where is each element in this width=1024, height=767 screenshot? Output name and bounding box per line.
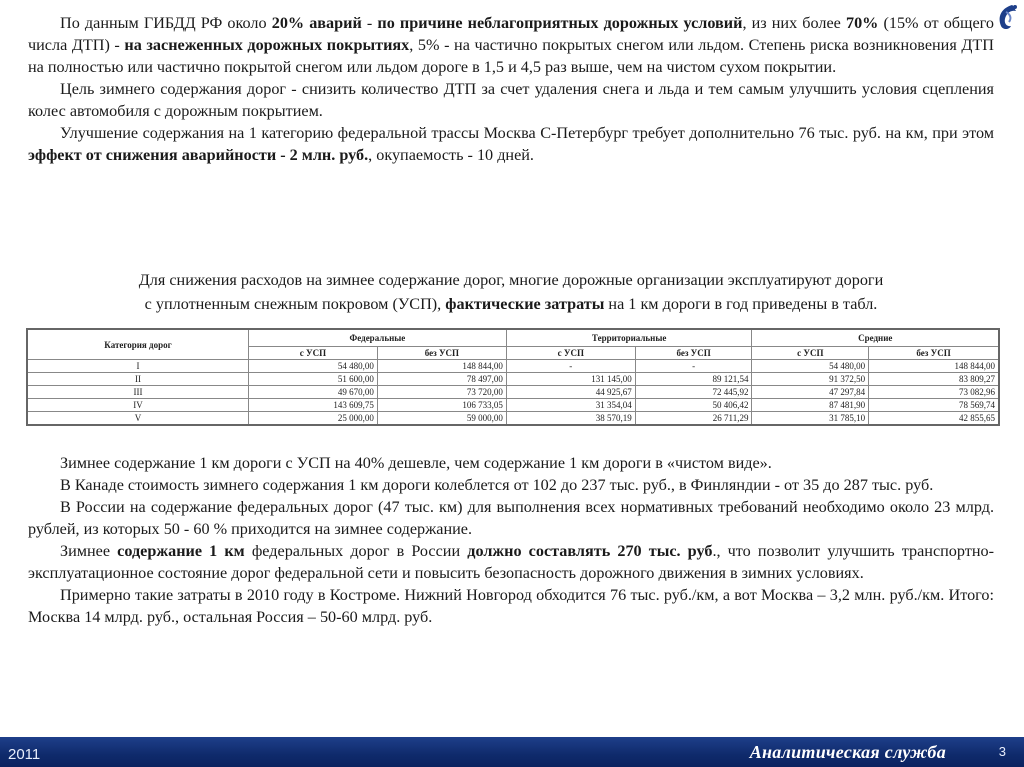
value-cell: 143 609,75 <box>249 399 378 412</box>
text-segment: федеральных дорог в России <box>244 542 468 560</box>
value-cell: 106 733,05 <box>377 399 506 412</box>
category-cell: III <box>27 386 249 399</box>
paragraph <box>28 584 994 628</box>
value-cell: 131 145,00 <box>506 373 635 386</box>
value-cell: 87 481,90 <box>752 399 869 412</box>
paragraph <box>28 474 994 496</box>
value-cell: 148 844,00 <box>377 360 506 373</box>
value-cell: 49 670,00 <box>249 386 378 399</box>
bold-text: должно составлять 270 тыс. руб <box>467 542 713 560</box>
subheader: с УСП <box>752 347 869 360</box>
text-segment: В России на содержание федеральных дорог (47 тыс. км) для выполнения всех нормативных требований необходимо около 23 млрд. рублей, из которых 50 - 60 % приходится на зимнее содержание. <box>28 498 994 538</box>
value-cell: 78 497,00 <box>377 373 506 386</box>
value-cell: 25 000,00 <box>249 412 378 426</box>
intro-line <box>28 268 994 292</box>
bold-text: эффект от снижения аварийности - 2 млн. руб. <box>28 146 369 164</box>
subheader: без УСП <box>377 347 506 360</box>
text-segment: Для снижения расходов на зимнее содержание дорог, многие дорожные организации эксплуатируют дороги <box>138 271 884 289</box>
text-segment: Цель зимнего содержания дорог - снизить количество ДТП за счет удаления снега и льда и тем самым улучшить условия сцепления колес автомобиля с дорожным покрытием. <box>28 80 994 120</box>
footer-bar <box>0 737 1024 767</box>
category-cell: II <box>27 373 249 386</box>
paragraph <box>28 12 994 78</box>
value-cell: 89 121,54 <box>635 373 752 386</box>
value-cell: 54 480,00 <box>752 360 869 373</box>
table-row <box>27 399 999 412</box>
subheader: без УСП <box>635 347 752 360</box>
text-segment: (15% от общего числа ДТП) - <box>28 14 995 54</box>
value-cell: 78 569,74 <box>869 399 999 412</box>
text-segment: ., что позволит улучшить транспортно-эксплуатационное состояние дорог федеральной сети и повысить безопасность дорожного движения в зимних условиях. <box>28 542 994 582</box>
header-group: Территориальные <box>506 329 752 347</box>
text-segment: Улучшение содержания на 1 категорию федеральной трассы Москва С-Петербург требует дополнительно 76 тыс. руб. на км, при этом <box>60 124 994 142</box>
value-cell: 72 445,92 <box>635 386 752 399</box>
value-cell: 148 844,00 <box>869 360 999 373</box>
header-category: Категория дорог <box>27 329 249 360</box>
paragraph <box>28 540 994 584</box>
table-row <box>27 360 999 373</box>
table-row <box>27 412 999 426</box>
cost-table <box>26 328 1000 426</box>
top-text-block <box>28 12 994 166</box>
paragraph <box>28 452 994 474</box>
intro-line <box>28 292 994 316</box>
bold-text: на заснеженных дорожных покрытиях <box>124 36 410 54</box>
category-cell: V <box>27 412 249 426</box>
text-segment: , окупаемость - 10 дней. <box>368 146 534 164</box>
text-segment: с уплотненным снежным покровом (УСП), <box>144 295 446 313</box>
text-segment: , из них более <box>742 14 846 32</box>
text-segment: По данным ГИБДД РФ около <box>60 14 272 32</box>
value-cell: 54 480,00 <box>249 360 378 373</box>
header-group: Средние <box>752 329 999 347</box>
text-segment: Зимнее <box>60 542 118 560</box>
value-cell: 26 711,29 <box>635 412 752 426</box>
value-cell: 38 570,19 <box>506 412 635 426</box>
bold-text: 70% <box>845 14 879 32</box>
bold-text: по причине неблагоприятных дорожных условий <box>377 14 743 32</box>
text-segment: В Канаде стоимость зимнего содержания 1 км дороги колеблется от 102 до 237 тыс. руб., в Финляндии - от 35 до 287 тыс. руб. <box>60 476 934 494</box>
text-segment: , 5% - на частично покрытых снегом или льдом. Степень риска возникновения ДТП на полностью или частично покрытой снегом или льдом дороге в 1,5 и 4,5 раз выше, чем на чистом сухом покрытии. <box>28 36 994 76</box>
value-cell: 83 809,27 <box>869 373 999 386</box>
value-cell: 44 925,67 <box>506 386 635 399</box>
text-segment: - <box>361 14 378 32</box>
text-segment: Примерно такие затраты в 2010 году в Костроме. Нижний Новгород обходится 76 тыс. руб./км, а вот Москва – 3,2 млн. руб./км. Итого: Москва 14 млрд. руб., остальная Россия – 50-60 млрд. руб. <box>28 586 994 626</box>
category-cell: I <box>27 360 249 373</box>
value-cell: 47 297,84 <box>752 386 869 399</box>
text-segment: Зимнее содержание 1 км дороги с УСП на 40% дешевле, чем содержание 1 км дороги в «чистом виде». <box>60 454 772 472</box>
text-segment: на 1 км дороги в год приведены в табл. <box>604 295 878 313</box>
value-cell: 91 372,50 <box>752 373 869 386</box>
value-cell: 31 354,04 <box>506 399 635 412</box>
page-number: 3 <box>998 744 1006 759</box>
bold-text: фактические затраты <box>445 295 605 313</box>
value-cell: 51 600,00 <box>249 373 378 386</box>
table-intro <box>28 268 994 316</box>
value-cell: 59 000,00 <box>377 412 506 426</box>
value-cell: 50 406,42 <box>635 399 752 412</box>
subheader: с УСП <box>249 347 378 360</box>
table-row <box>27 373 999 386</box>
value-cell: 42 855,65 <box>869 412 999 426</box>
category-cell: IV <box>27 399 249 412</box>
paragraph <box>28 78 994 122</box>
table-row <box>27 386 999 399</box>
subheader: с УСП <box>506 347 635 360</box>
paragraph <box>28 496 994 540</box>
table-body <box>27 360 999 426</box>
footer-year: 2011 <box>8 746 41 763</box>
paragraph <box>28 122 994 166</box>
cost-table-wrapper <box>26 328 1000 426</box>
swirl-logo-icon <box>992 2 1020 32</box>
bottom-text-block <box>28 452 994 628</box>
value-cell: 73 720,00 <box>377 386 506 399</box>
header-group: Федеральные <box>249 329 507 347</box>
bold-text: 20% аварий <box>271 14 362 32</box>
footer-service-name: Аналитическая служба <box>749 742 946 762</box>
value-cell: 73 082,96 <box>869 386 999 399</box>
value-cell: - <box>506 360 635 373</box>
subheader: без УСП <box>869 347 999 360</box>
value-cell: 31 785,10 <box>752 412 869 426</box>
bold-text: содержание 1 км <box>117 542 245 560</box>
value-cell: - <box>635 360 752 373</box>
